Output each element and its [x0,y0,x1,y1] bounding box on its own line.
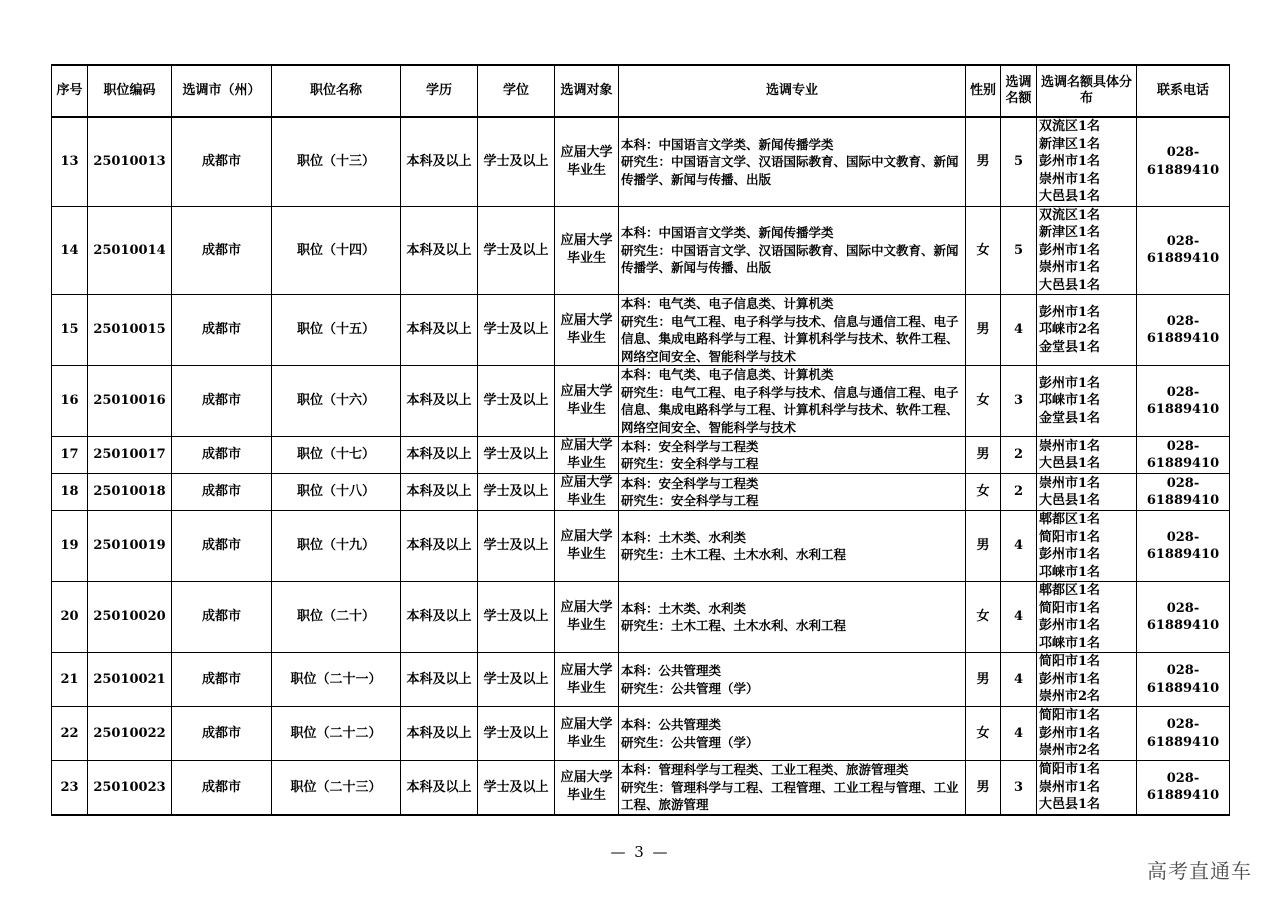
table-row [52,582,1230,653]
cell-target: 应届大学毕业生 [555,761,619,815]
cell-dist [1037,511,1137,582]
page-number: — 3 — [610,843,670,861]
jobs-table [51,64,1230,816]
cell-dist [1037,761,1137,815]
table-row [52,707,1230,761]
cell-code: 25010018 [88,474,172,511]
cell-name: 职位（十六） [272,366,401,437]
cell-edu: 本科及以上 [401,117,478,206]
cell-degree: 学士及以上 [478,206,555,295]
table-row [52,437,1230,474]
distribution-line: 彭州市1名 [1039,671,1101,687]
distribution-line: 崇州市2名 [1039,689,1101,705]
cell-quota: 2 [1001,437,1037,474]
major-line: 研究生：中国语言文学、汉语国际教育、国际中文教育、新闻传播学、新闻与传播、出版 [621,242,959,275]
cell-major [619,437,966,474]
major-line: 本科：公共管理类 [621,663,722,678]
distribution-line: 邛崃市1名 [1039,393,1101,409]
cell-code: 25010019 [88,511,172,582]
table-row [52,474,1230,511]
table-row [52,761,1230,815]
major-line: 研究生：公共管理（学） [621,734,759,750]
cell-seq: 14 [52,206,88,295]
cell-edu: 本科及以上 [401,437,478,474]
cell-quota: 4 [1001,511,1037,582]
distribution-line: 崇州市1名 [1039,260,1101,275]
major-line: 本科：安全科学与工程类 [621,475,759,491]
cell-code: 25010020 [88,582,172,653]
major-line: 研究生：管理科学与工程、工程管理、工业工程与管理、工业工程、旅游管理 [621,779,959,812]
cell-name: 职位（二十二） [272,707,401,761]
cell-degree: 学士及以上 [478,117,555,206]
table-row [52,653,1230,707]
cell-gender: 男 [966,295,1001,366]
cell-dist [1037,366,1137,437]
cell-phone: 028-61889410 [1137,295,1230,366]
cell-degree: 学士及以上 [478,707,555,761]
distribution-line: 大邑县1名 [1039,277,1101,293]
cell-city: 成都市 [172,437,272,474]
cell-quota: 4 [1001,582,1037,653]
cell-target: 应届大学毕业生 [555,206,619,295]
distribution-line: 简阳市1名 [1039,654,1101,670]
cell-gender: 女 [966,474,1001,511]
cell-quota: 3 [1001,366,1037,437]
cell-phone: 028-61889410 [1137,707,1230,761]
cell-phone: 028-61889410 [1137,761,1230,815]
header-dist: 选调名额具体分布 [1037,65,1137,117]
distribution-line: 大邑县1名 [1039,797,1101,812]
cell-quota: 5 [1001,206,1037,295]
header-edu: 学历 [401,65,478,117]
cell-gender: 男 [966,511,1001,582]
distribution-line: 郫都区1名 [1039,583,1101,598]
major-line: 研究生：土木工程、土木水利、水利工程 [621,547,847,562]
cell-edu: 本科及以上 [401,582,478,653]
cell-target: 应届大学毕业生 [555,295,619,366]
distribution-line: 彭州市1名 [1039,618,1101,633]
major-line: 研究生：电气工程、电子科学与技术、信息与通信工程、电子信息、集成电路科学与工程、计算机科学与技术、软件工程、网络空间安全、智能科学与技术 [621,313,959,364]
major-line: 研究生：中国语言文学、汉语国际教育、国际中文教育、新闻传播学、新闻与传播、出版 [621,154,959,187]
major-line: 本科：中国语言文学类、新闻传播学类 [621,225,834,240]
cell-quota: 3 [1001,761,1037,815]
cell-code: 25010023 [88,761,172,815]
cell-name: 职位（十四） [272,206,401,295]
cell-major [619,206,966,295]
header-city: 选调市（州） [172,65,272,117]
distribution-line: 邛崃市2名 [1039,322,1101,338]
major-line: 本科：土木类、水利类 [621,600,747,616]
cell-target: 应届大学毕业生 [555,511,619,582]
major-line: 本科：电气类、电子信息类、计算机类 [621,296,834,311]
cell-name: 职位（十八） [272,474,401,511]
distribution-line: 崇州市1名 [1039,475,1101,491]
cell-target: 应届大学毕业生 [555,653,619,707]
table-row [52,295,1230,366]
header-quota: 选调名额 [1001,65,1037,117]
cell-dist [1037,437,1137,474]
distribution-line: 大邑县1名 [1039,189,1101,204]
cell-code: 25010021 [88,653,172,707]
distribution-line: 简阳市1名 [1039,529,1101,545]
cell-quota: 5 [1001,117,1037,206]
cell-code: 25010014 [88,206,172,295]
cell-city: 成都市 [172,582,272,653]
cell-dist [1037,474,1137,511]
cell-code: 25010015 [88,295,172,366]
header-degree: 学位 [478,65,555,117]
cell-quota: 4 [1001,653,1037,707]
cell-dist [1037,295,1137,366]
cell-city: 成都市 [172,206,272,295]
cell-phone: 028-61889410 [1137,653,1230,707]
cell-major [619,653,966,707]
table-row [52,366,1230,437]
cell-major [619,511,966,582]
cell-city: 成都市 [172,707,272,761]
distribution-line: 简阳市1名 [1039,762,1101,777]
major-line: 研究生：安全科学与工程 [621,456,759,471]
cell-target: 应届大学毕业生 [555,707,619,761]
major-line: 研究生：电气工程、电子科学与技术、信息与通信工程、电子信息、集成电路科学与工程、计算机科学与技术、软件工程、网络空间安全、智能科学与技术 [621,384,959,435]
cell-major [619,707,966,761]
cell-major [619,474,966,511]
cell-seq: 17 [52,437,88,474]
distribution-line: 大邑县1名 [1039,456,1101,471]
cell-degree: 学士及以上 [478,511,555,582]
cell-gender: 女 [966,582,1001,653]
distribution-line: 彭州市1名 [1039,154,1101,169]
cell-major [619,366,966,437]
cell-dist [1037,117,1137,206]
cell-city: 成都市 [172,761,272,815]
cell-gender: 女 [966,366,1001,437]
table-row [52,511,1230,582]
cell-degree: 学士及以上 [478,437,555,474]
cell-seq: 18 [52,474,88,511]
watermark: 高考直通车 [1147,859,1252,883]
distribution-line: 新津区1名 [1039,136,1101,152]
cell-seq: 23 [52,761,88,815]
cell-edu: 本科及以上 [401,206,478,295]
distribution-line: 新津区1名 [1039,225,1101,240]
distribution-line: 彭州市1名 [1039,375,1101,391]
header-seq: 序号 [52,65,88,117]
cell-degree: 学士及以上 [478,295,555,366]
major-line: 本科：公共管理类 [621,717,722,732]
cell-phone: 028-61889410 [1137,474,1230,511]
cell-seq: 20 [52,582,88,653]
cell-city: 成都市 [172,117,272,206]
cell-target: 应届大学毕业生 [555,366,619,437]
cell-phone: 028-61889410 [1137,582,1230,653]
cell-major [619,117,966,206]
distribution-line: 邛崃市1名 [1039,635,1101,651]
cell-target: 应届大学毕业生 [555,117,619,206]
cell-quota: 2 [1001,474,1037,511]
cell-degree: 学士及以上 [478,474,555,511]
cell-gender: 男 [966,117,1001,206]
cell-dist [1037,206,1137,295]
cell-edu: 本科及以上 [401,761,478,815]
cell-dist [1037,707,1137,761]
distribution-line: 崇州市1名 [1039,779,1101,795]
cell-edu: 本科及以上 [401,295,478,366]
cell-edu: 本科及以上 [401,511,478,582]
cell-phone: 028-61889410 [1137,511,1230,582]
cell-seq: 21 [52,653,88,707]
distribution-line: 彭州市1名 [1039,304,1101,320]
cell-degree: 学士及以上 [478,582,555,653]
distribution-line: 崇州市2名 [1039,743,1101,759]
distribution-line: 简阳市1名 [1039,708,1101,724]
major-line: 研究生：土木工程、土木水利、水利工程 [621,618,847,633]
cell-seq: 22 [52,707,88,761]
distribution-line: 彭州市1名 [1039,547,1101,562]
header-gender: 性别 [966,65,1001,117]
cell-gender: 女 [966,206,1001,295]
cell-phone: 028-61889410 [1137,206,1230,295]
cell-gender: 男 [966,761,1001,815]
distribution-line: 崇州市1名 [1039,171,1101,187]
cell-gender: 女 [966,707,1001,761]
major-line: 本科：中国语言文学类、新闻传播学类 [621,136,834,152]
table-row [52,206,1230,295]
distribution-line: 邛崃市1名 [1039,564,1101,580]
cell-code: 25010017 [88,437,172,474]
cell-name: 职位（十三） [272,117,401,206]
distribution-line: 双流区1名 [1039,207,1101,223]
cell-phone: 028-61889410 [1137,437,1230,474]
cell-gender: 男 [966,437,1001,474]
major-line: 本科：安全科学与工程类 [621,438,759,454]
cell-city: 成都市 [172,653,272,707]
major-line: 研究生：安全科学与工程 [621,493,759,508]
cell-name: 职位（二十一） [272,653,401,707]
cell-quota: 4 [1001,707,1037,761]
cell-major [619,582,966,653]
major-line: 本科：电气类、电子信息类、计算机类 [621,367,834,382]
distribution-line: 大邑县1名 [1039,493,1101,508]
header-major: 选调专业 [619,65,966,117]
distribution-line: 金堂县1名 [1039,339,1101,355]
header-name: 职位名称 [272,65,401,117]
table-body [52,117,1230,815]
cell-edu: 本科及以上 [401,474,478,511]
distribution-line: 双流区1名 [1039,119,1101,134]
cell-dist [1037,653,1137,707]
cell-name: 职位（十五） [272,295,401,366]
cell-name: 职位（十九） [272,511,401,582]
distribution-line: 简阳市1名 [1039,600,1101,616]
cell-seq: 16 [52,366,88,437]
cell-quota: 4 [1001,295,1037,366]
cell-city: 成都市 [172,295,272,366]
distribution-line: 金堂县1名 [1039,410,1101,426]
cell-edu: 本科及以上 [401,707,478,761]
header-target: 选调对象 [555,65,619,117]
cell-major [619,761,966,815]
major-line: 研究生：公共管理（学） [621,680,759,696]
cell-seq: 15 [52,295,88,366]
cell-seq: 13 [52,117,88,206]
major-line: 本科：管理科学与工程类、工业工程类、旅游管理类 [621,762,909,777]
cell-phone: 028-61889410 [1137,366,1230,437]
cell-target: 应届大学毕业生 [555,474,619,511]
cell-code: 25010013 [88,117,172,206]
major-line: 本科：土木类、水利类 [621,529,747,545]
distribution-line: 郫都区1名 [1039,512,1101,527]
cell-city: 成都市 [172,474,272,511]
cell-name: 职位（二十） [272,582,401,653]
cell-code: 25010016 [88,366,172,437]
cell-seq: 19 [52,511,88,582]
cell-city: 成都市 [172,366,272,437]
header-phone: 联系电话 [1137,65,1230,117]
cell-city: 成都市 [172,511,272,582]
table-row [52,117,1230,206]
cell-major [619,295,966,366]
cell-degree: 学士及以上 [478,653,555,707]
cell-code: 25010022 [88,707,172,761]
header-code: 职位编码 [88,65,172,117]
distribution-line: 彭州市1名 [1039,725,1101,741]
cell-edu: 本科及以上 [401,366,478,437]
cell-degree: 学士及以上 [478,761,555,815]
cell-target: 应届大学毕业生 [555,582,619,653]
cell-dist [1037,582,1137,653]
cell-degree: 学士及以上 [478,366,555,437]
cell-name: 职位（二十三） [272,761,401,815]
distribution-line: 彭州市1名 [1039,242,1101,258]
distribution-line: 崇州市1名 [1039,438,1101,454]
cell-target: 应届大学毕业生 [555,437,619,474]
cell-phone: 028-61889410 [1137,117,1230,206]
cell-name: 职位（十七） [272,437,401,474]
cell-gender: 男 [966,653,1001,707]
cell-edu: 本科及以上 [401,653,478,707]
table-header-row [52,65,1230,117]
